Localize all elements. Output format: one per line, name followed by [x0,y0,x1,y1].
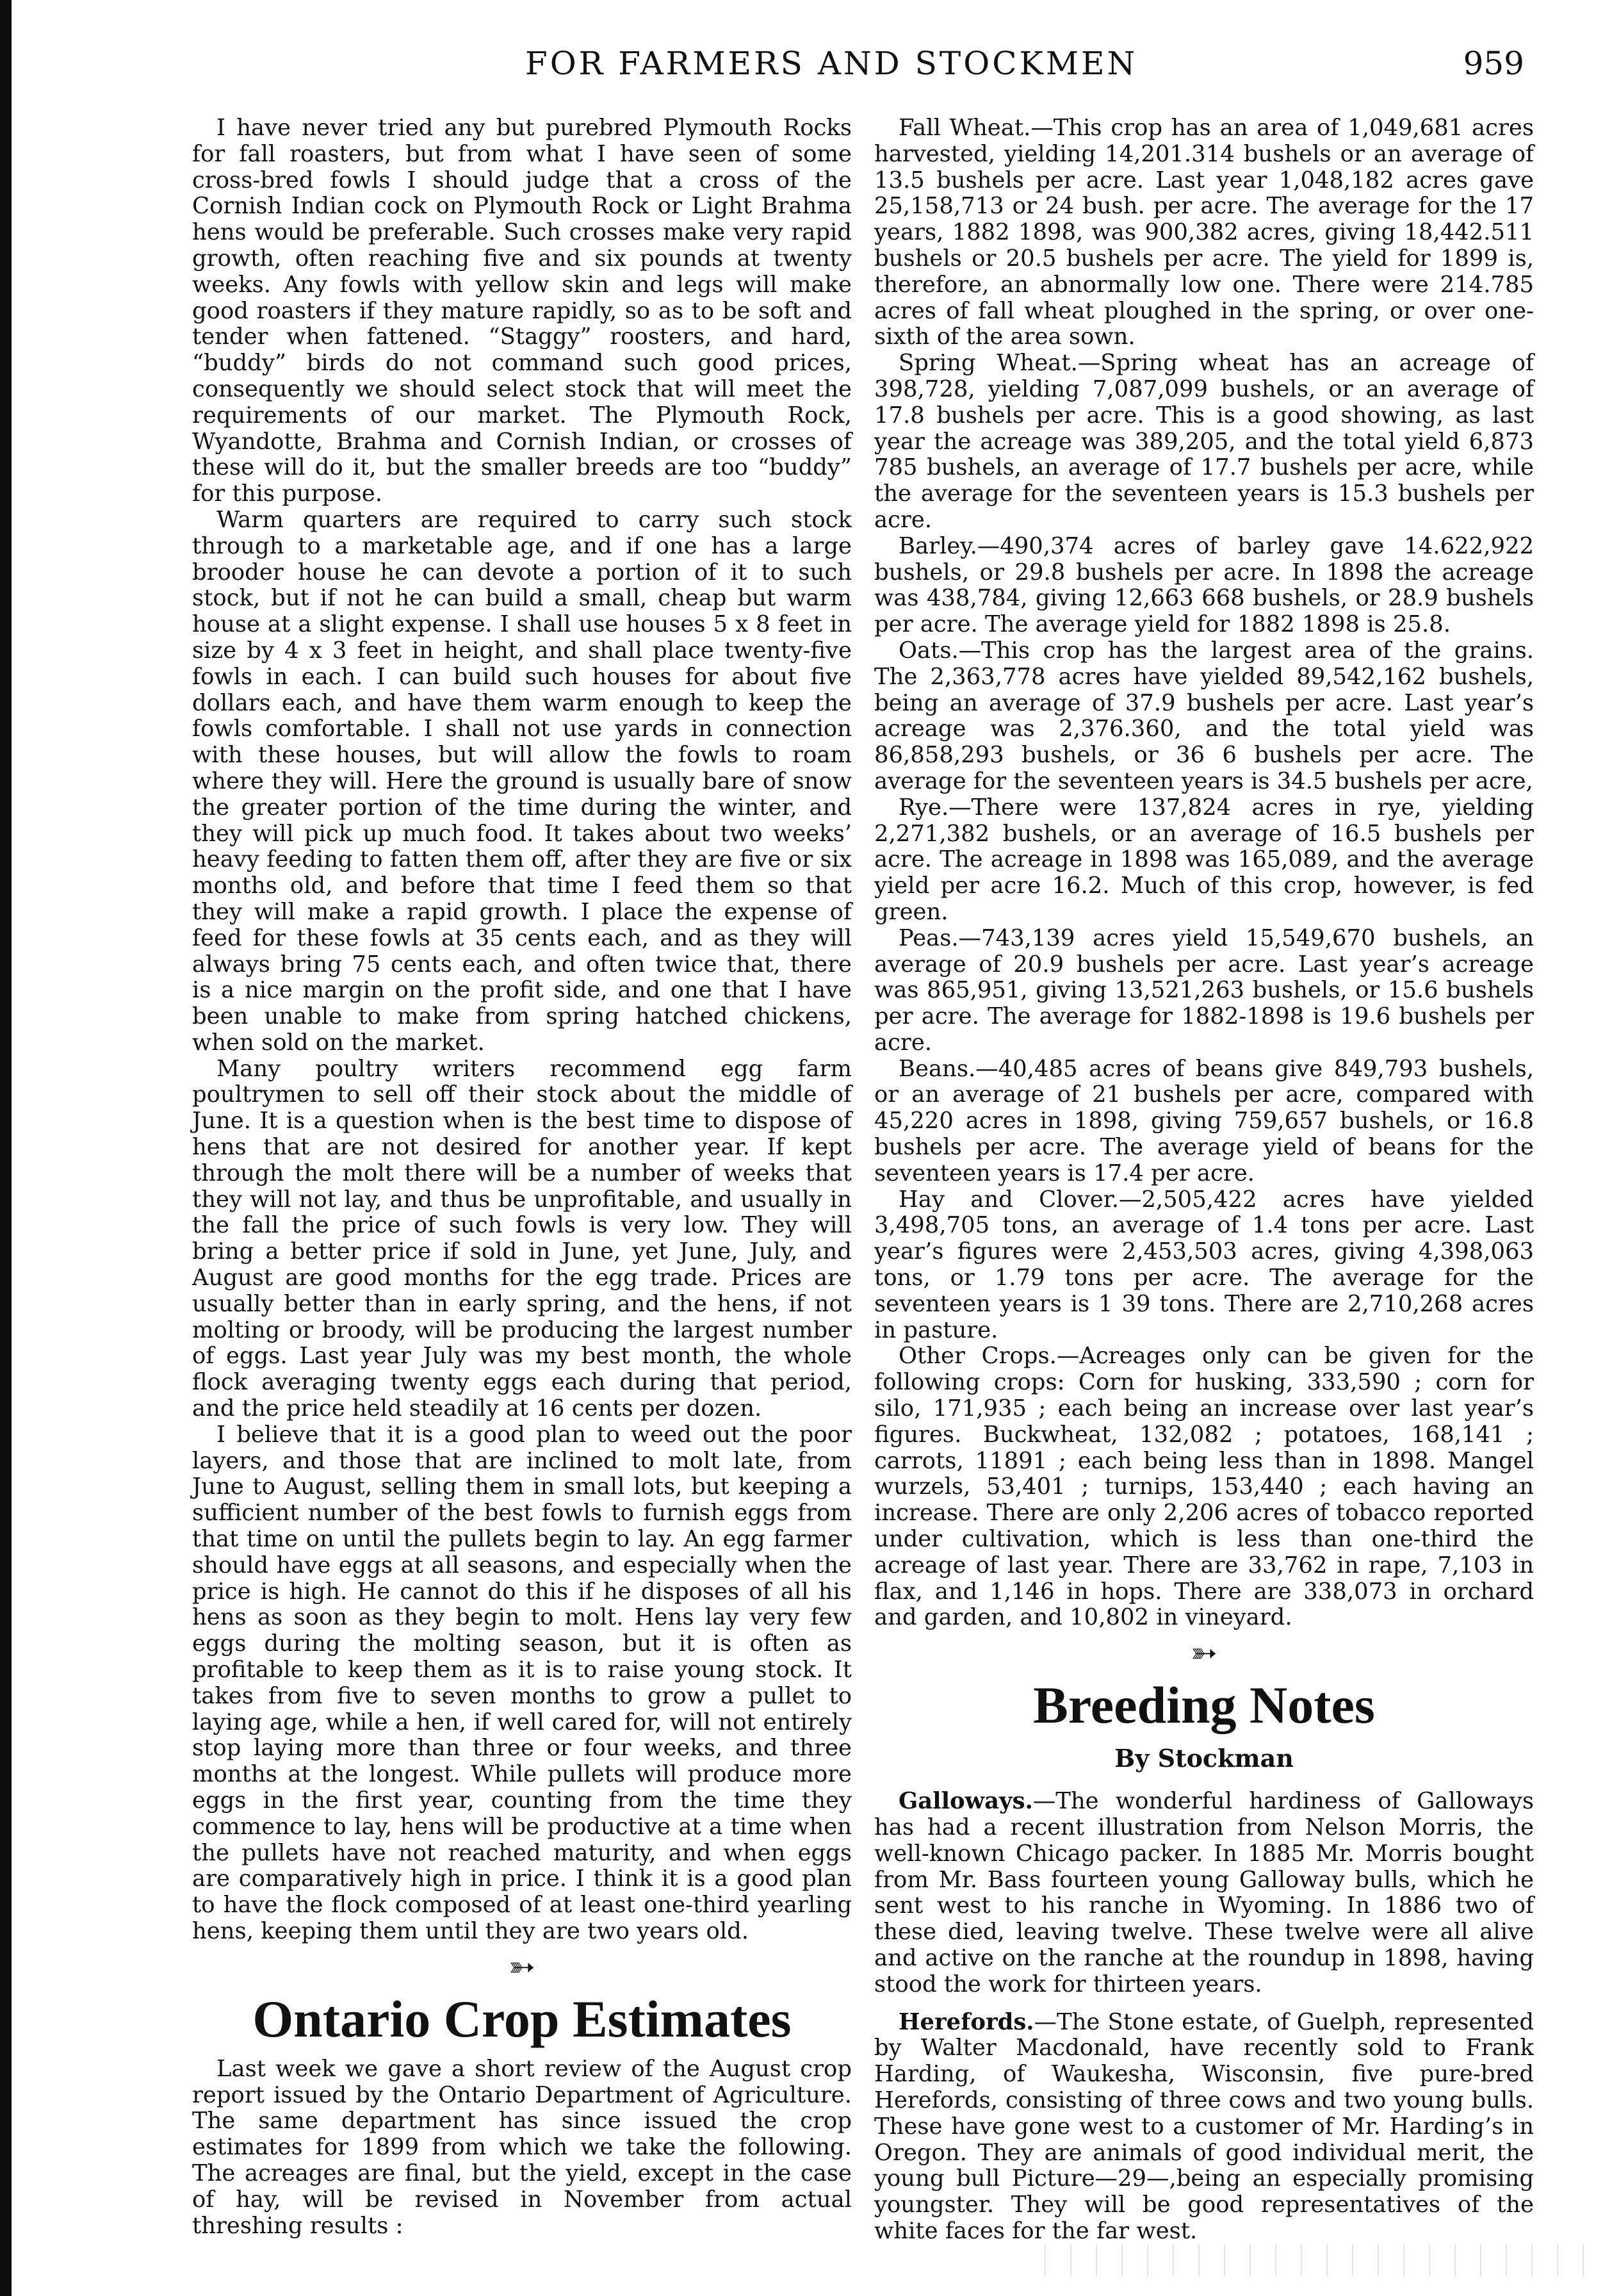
poultry-paragraph-4: I believe that it is a good plan to weed out the poor layers, and those that are inclined to molt late, from June to August, selling them in small lots, but keeping a sufficient number of the best fowls to furnish eggs from that time on until the pullets begin to lay. An egg farmer should have eggs at all seasons, and especially when the price is high. He cannot do this if he disposes of all his hens as soon as they begin to molt. Hens lay very few eggs during the molting season, but it is often as profitable to keep them as it is to raise young stock. It takes from five to seven months to grow a pullet to laying age, while a hen, if well cared for, will not entirely stop laying more than three or four weeks, and three months at the longest. While pullets will produce more eggs in the first year, counting from the time they commence to lay, hens will be productive at a time when the pullets have not reached maturity, and when eggs are comparatively high in price. I think it is a good plan to have the flock composed of at least one-third yearling hens, keeping them until they are two years old. [192,1421,852,1944]
section-ornament-icon: ➳ [1191,1634,1217,1672]
crop-other: Other Crops.—Acreages only can be given for the following crops: Corn for husking, 333,590 ; corn for silo, 171,935 ; each being an increase over last year’s figures. Buckwheat, 132,082 ; potatoes, 168,141 ; carrots, 11891 ; each being less than in 1898. Mangel wurzels, 53,401 ; turnips, 153,440 ; each having an increase. There are only 2,206 acres of tobacco reported under cultivation, which is less than one-third the acreage of last year. There are 33,762 in rape, 7,103 in flax, and 1,146 in hops. There are 338,073 in orchard and garden, and 10,802 in vineyard. [874,1343,1534,1631]
poultry-paragraph-2: Warm quarters are required to carry such stock through to a marketable age, and if one has a large brooder house he can devote a portion of it to such stock, but if not he can build a small, cheap but warm house at a slight expense. I shall use houses 5 x 8 feet in size by 4 x 3 feet in height, and shall place twenty-five fowls in each. I can build such houses for about five dollars each, and have them warm enough to keep the fowls comfortable. I shall not use yards in connection with these houses, but will allow the fowls to roam where they will. Here the ground is usually bare of snow the greater portion of the time during the winter, and they will pick up much food. It takes about two weeks’ heavy feeding to fatten them off, after they are five or six months old, and before that time I feed them so that they will make a rapid growth. I place the expense of feed for these fowls at 35 cents each, and as they will always bring 75 cents each, and often twice that, there is a nice margin on the profit side, and one that I have been unable to make from spring hatched chickens, when sold on the market. [192,506,852,1056]
crop-hay-clover: Hay and Clover.—2,505,422 acres have yielded 3,498,705 tons, an average of 1.4 tons per acre. Last year’s figures were 2,453,503 acres, giving 4,398,063 tons, or 1.79 tons per acre. The average for the seventeen years is 1 39 tons. There are 2,710,268 acres in pasture. [874,1186,1534,1343]
breeding-notes-title: Breeding Notes [1033,1676,1375,1735]
crop-rye: Rye.—There were 137,824 acres in rye, yielding 2,271,382 bushels, or an average of 16.5 bushels per acre. The acreage in 1898 was 165,089, and the average yield per acre 16.2. Much of this crop, however, is fed green. [874,794,1534,925]
galloways-text: —The wonderful hardiness of Galloways has had a recent illustration from Nelson Morris, the well-known Chicago packer. In 1885 Mr. Morris bought from Mr. Bass fourteen young Galloway bulls, which he sent west to his ranche in Wyoming. In 1886 two of these died, leaving twelve. These twelve were all alive and active on the ranche at the roundup in 1898, having stood the work for thirteen years. [874,1788,1534,1997]
herefords-text: —The Stone estate, of Guelph, represented by Walter Macdonald, have recently sold to Frank Harding, of Waukesha, Wisconsin, five pure-bred Herefords, consisting of three cows and two young bulls. These have gone west to a customer of Mr. Harding’s in Oregon. They are animals of good individual merit, the young bull Picture—29—,being an especially promising youngster. They will be good representatives of the white faces for the far west. [874,2008,1534,2244]
crop-barley: Barley.—490,374 acres of barley gave 14.622,922 bushels, or 29.8 bushels per acre. In 1898 the acreage was 438,784, giving 12,663 668 bushels, or 28.9 bushels per acre. The average yield for 1882 1898 is 25.8. [874,532,1534,638]
page-header [192,45,1524,96]
galloways-runin: Galloways. [899,1788,1033,1815]
herefords-runin: Herefords. [899,2008,1034,2035]
crop-spring-wheat: Spring Wheat.—Spring wheat has an acreage of 398,728, yielding 7,087,099 bushels, or an average of 17.8 bushels per acre. This is a good showing, as last year the acreage was 389,205, and the total yield 6,873 785 bushels, an average of 17.7 bushels per acre, while the average for the seventeen years is 15.3 bushels per acre. [874,350,1534,533]
right-column [874,115,1534,2245]
crop-intro-paragraph: Last week we gave a short review of the August crop report issued by the Ontario Department of Agriculture. The same department has since issued the crop estimates for 1899 from which we take the following. The acreages are final, but the yield, except in the case of hay, will be revised in November from actual threshing results : [192,2055,852,2239]
galloways-paragraph [874,1789,1534,1997]
scan-noise [1036,2245,1586,2277]
poultry-paragraph-1: I have never tried any but purebred Plymouth Rocks for fall roasters, but from what I have seen of some cross-bred fowls I should judge that a cross of the Cornish Indian cock on Plymouth Rock or Light Brahma hens would be preferable. Such crosses make very rapid growth, often reaching five and six pounds at twenty weeks. Any fowls with yellow skin and legs will make good roasters if they mature rapidly, so as to be soft and tender when fattened. “Staggy” roosters, and hard, “buddy” birds do not command such good prices, consequently we should select stock that will meet the requirements of our market. The Plymouth Rock, Wyandotte, Brahma and Cornish Indian, or crosses of these will do it, but the smaller breeds are too “buddy” for this purpose. [192,115,852,507]
byline: By Stockman [1114,1744,1294,1773]
crop-oats: Oats.—This crop has the largest area of the grains. The 2,363,778 acres have yielded 89,542,162 bushels, being an average of 37.9 bushels per acre. Last year’s acreage was 2,376.360, and the total yield was 86,858,293 bushels, or 36 6 bushels per acre. The average for the seventeen years is 34.5 bushels per acre, [874,637,1534,794]
herefords-paragraph [874,2010,1534,2245]
crop-fall-wheat: Fall Wheat.—This crop has an area of 1,049,681 acres harvested, yielding 14,201.314 bushels or an average of 13.5 bushels per acre. Last year 1,048,182 acres gave 25,158,713 or 24 bush. per acre. The average for the 17 years, 1882 1898, was 900,382 acres, giving 18,442.511 bushels or 20.5 bushels per acre. The yield for 1899 is, therefore, an abnormally low one. There were 214.785 acres of fall wheat ploughed in the spring, or over one-sixth of the area sown. [874,115,1534,350]
page-number: 959 [1463,45,1524,82]
poultry-paragraph-3: Many poultry writers recommend egg farm poultrymen to sell off their stock about the middle of June. It is a question when is the best time to dispose of hens that are not desired for another year. If kept through the molt there will be a number of weeks that they will not lay, and thus be unprofitable, and usually in the fall the price of such fowls is very low. They will bring a better price if sold in June, yet June, July, and August are good months for the egg trade. Prices are usually better than in early spring, and the hens, if not molting or broody, will be producing the largest number of eggs. Last year July was my best month, the whole flock averaging twenty eggs each during that period, and the price held steadily at 16 cents per dozen. [192,1055,852,1422]
crop-peas: Peas.—743,139 acres yield 15,549,670 bushels, an average of 20.9 bushels per acre. Last year’s acreage was 865,951, giving 13,521,263 bushels, or 15.6 bushels per acre. The average for 1882-1898 is 19.6 bushels per acre. [874,924,1534,1056]
section-ornament-icon: ➳ [509,1948,535,1985]
binding-edge [0,0,12,2296]
crop-estimates-title: Ontario Crop Estimates [252,1989,792,2048]
left-column [192,115,852,2239]
crop-beans: Beans.—40,485 acres of beans give 849,793 bushels, or an average of 21 bushels per acre, compared with 45,220 acres in 1898, giving 759,657 bushels, or 16.8 bushels per acre. The average yield of beans for the seventeen years is 17.4 per acre. [874,1055,1534,1186]
running-head: FOR FARMERS AND STOCKMEN [525,45,1138,82]
